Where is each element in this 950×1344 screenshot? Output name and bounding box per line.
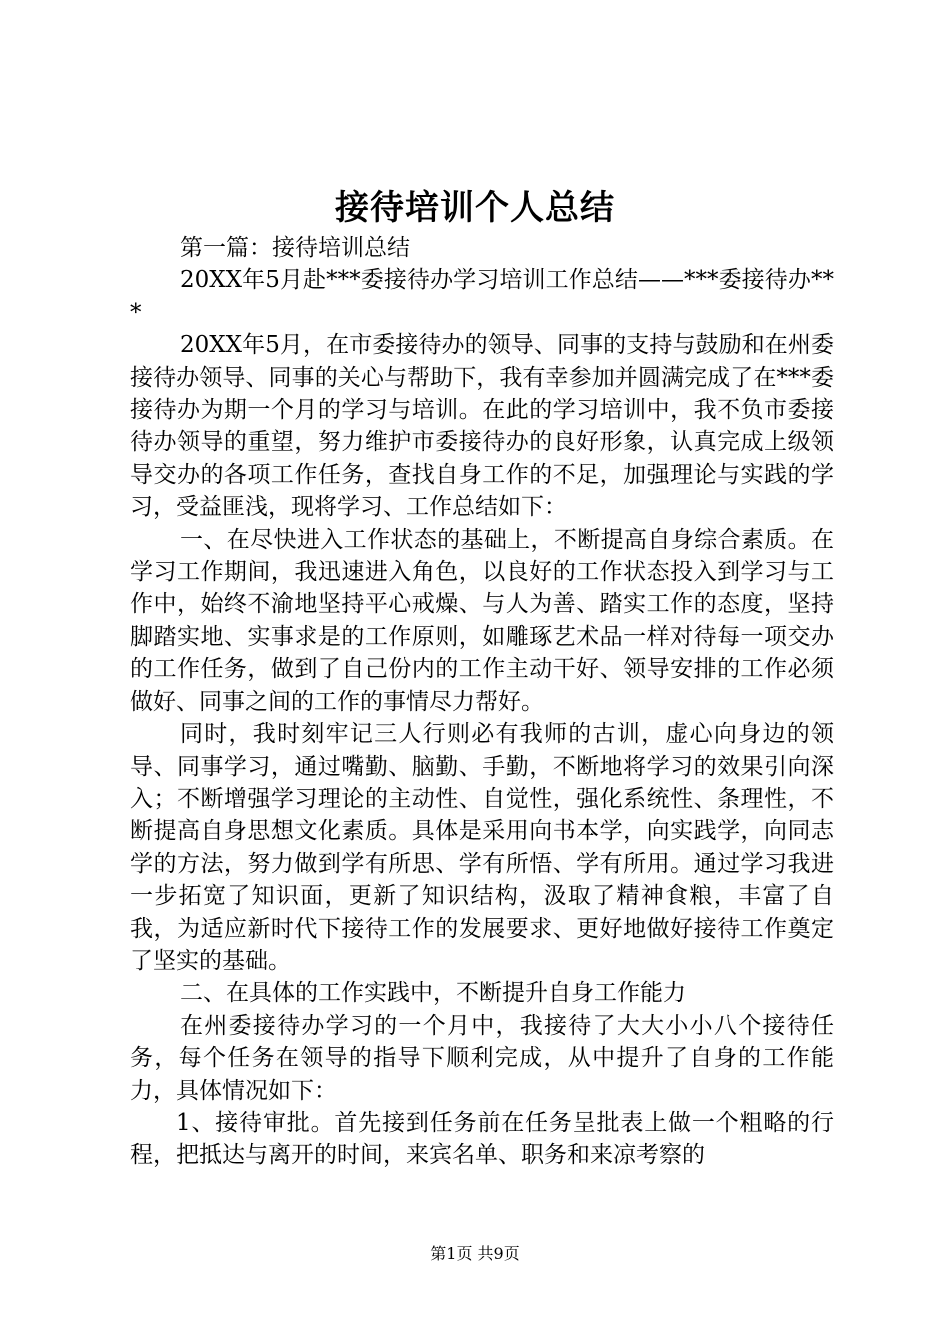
section-heading: 第一篇：接待培训总结 bbox=[180, 235, 410, 261]
body-paragraph: 20XX年5月，在市委接待办的领导、同事的支持与鼓励和在州委接待办领导、同事的关心与帮助下，我有幸参加并圆满完成了在***委接待办为期一个月的学习与培训。在此的学习培训中，我不负市委接待办领导的重望，努力维护市委接待办的良好形象，认真完成上级领导交办的各项工作任务，查找自身工作的不足，加强理论与实践的学习，受益匪浅，现将学习、工作总结如下： bbox=[130, 332, 834, 521]
list-item: 1、接待审批。首先接到任务前在任务呈批表上做一个粗略的行程，把抵达与离开的时间，来宾名单、职务和来凉考察的 bbox=[130, 1109, 834, 1169]
body-paragraph: 在州委接待办学习的一个月中，我接待了大大小小八个接待任务，每个任务在领导的指导下顺利完成，从中提升了自身的工作能力，具体情况如下： bbox=[130, 1012, 834, 1104]
document-body bbox=[130, 232, 834, 1172]
body-paragraph: 一、在尽快进入工作状态的基础上，不断提高自身综合素质。在学习工作期间，我迅速进入角色，以良好的工作状态投入到学习与工作中，始终不渝地坚持平心戒燥、与人为善、踏实工作的态度，坚持脚踏实地、实事求是的工作原则，如雕琢艺术品一样对待每一项交办的工作任务，做到了自己份内的工作主动干好、领导安排的工作必须做好、同事之间的工作的事情尽力帮好。 bbox=[130, 526, 834, 715]
document-title: 接待培训个人总结 bbox=[335, 188, 615, 228]
report-subtitle: 20XX年5月赴***委接待办学习培训工作总结——***委接待办*** bbox=[130, 267, 834, 326]
page-footer: 第1页 共9页 bbox=[430, 1244, 520, 1263]
section-heading: 二、在具体的工作实践中，不断提升自身工作能力 bbox=[180, 980, 686, 1007]
body-paragraph: 同时，我时刻牢记三人行则必有我师的古训，虚心向身边的领导、同事学习，通过嘴勤、脑勤、手勤，不断地将学习的效果引向深入；不断增强学习理论的主动性、自觉性，强化系统性、条理性，不断提高自身思想文化素质。具体是采用向书本学，向实践学，向同志学的方法，努力做到学有所思、学有所悟、学有所用。通过学习我进一步拓宽了知识面，更新了知识结构，汲取了精神食粮，丰富了自我，为适应新时代下接待工作的发展要求、更好地做好接待工作奠定了坚实的基础。 bbox=[130, 721, 834, 974]
